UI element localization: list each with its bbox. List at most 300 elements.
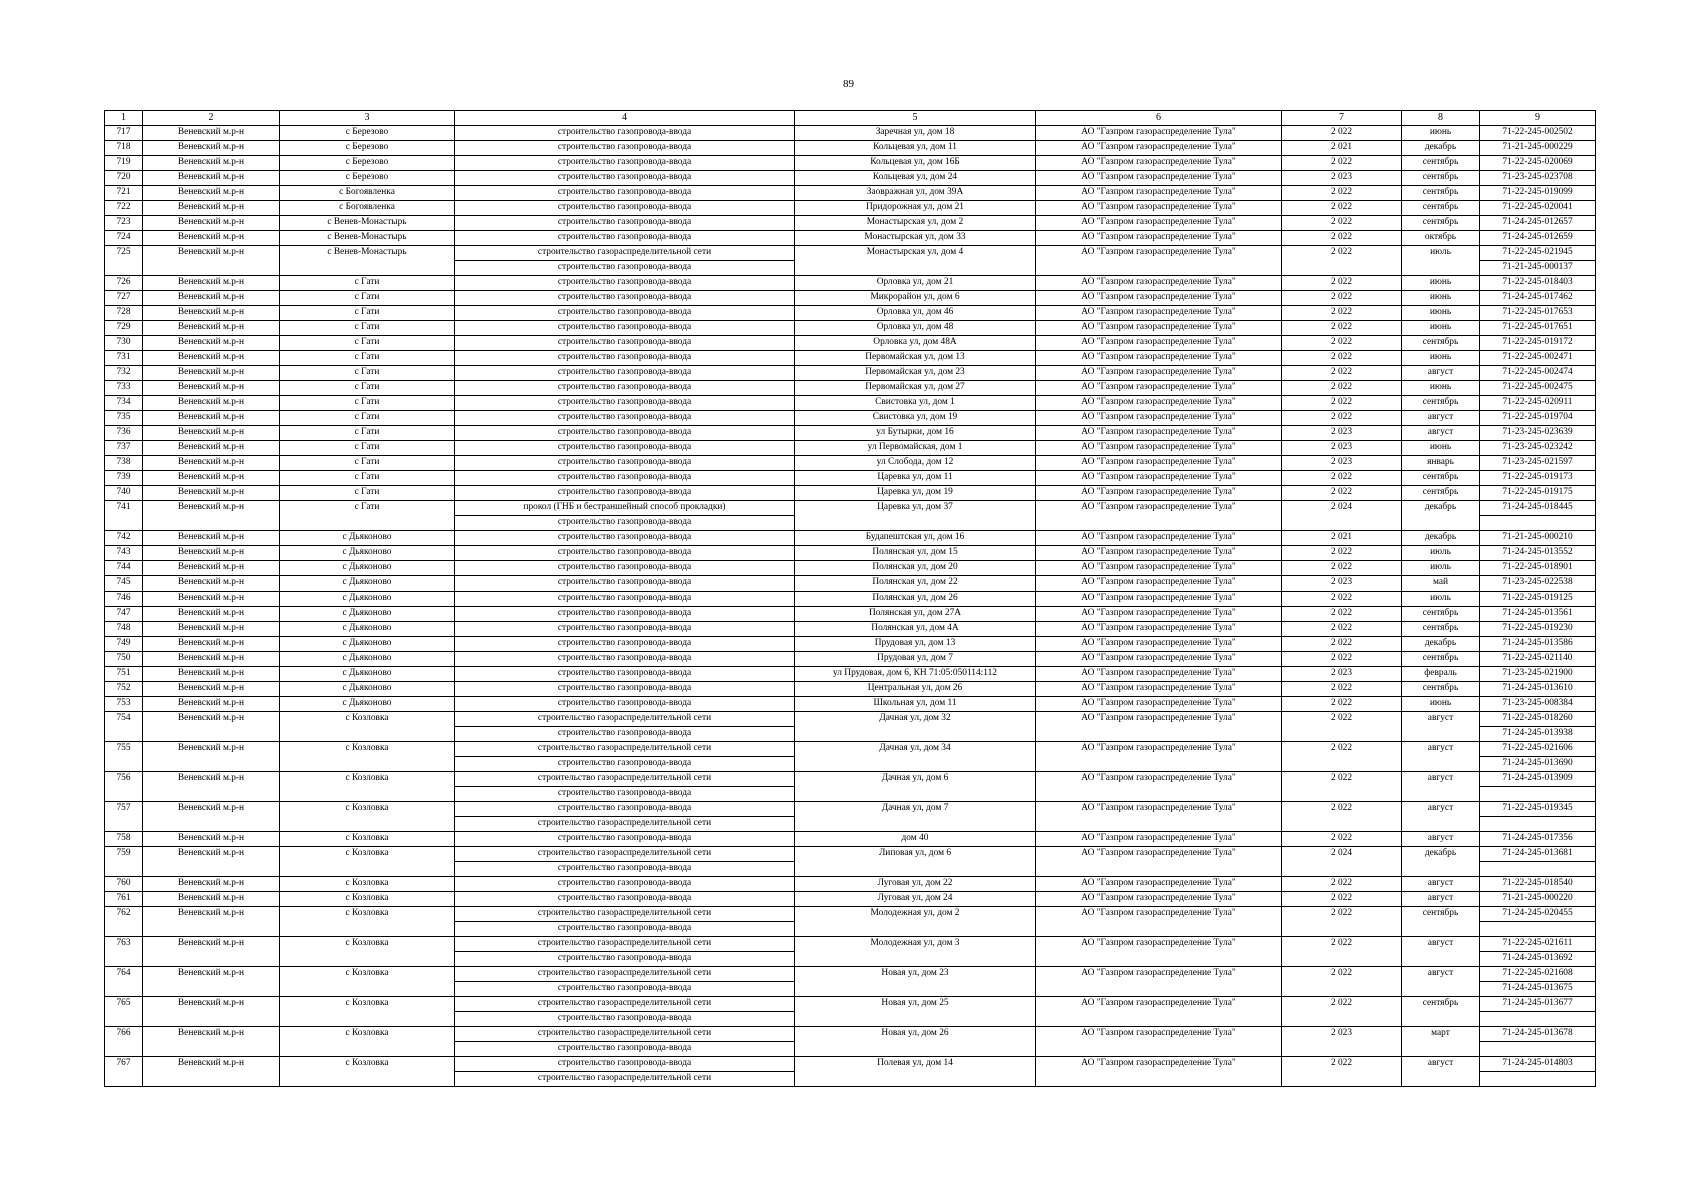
locality-cell: с Дьяконово bbox=[280, 621, 455, 636]
locality-cell bbox=[280, 1041, 455, 1056]
organization-cell bbox=[1036, 1072, 1282, 1087]
code-cell: 71-23-245-008384 bbox=[1480, 696, 1596, 711]
locality-cell bbox=[280, 1072, 455, 1087]
table-row bbox=[105, 381, 1596, 396]
district-cell: Веневский м.р-н bbox=[143, 771, 280, 786]
organization-cell: АО "Газпром газораспределение Тула" bbox=[1036, 906, 1282, 921]
organization-cell bbox=[1036, 261, 1282, 276]
table-row bbox=[105, 501, 1596, 516]
address-cell: Дачная ул, дом 7 bbox=[795, 801, 1036, 816]
work-type-cell: строительство газораспределительной сети bbox=[455, 846, 795, 861]
table-row bbox=[105, 816, 1596, 831]
district-cell bbox=[143, 861, 280, 876]
work-type-cell: строительство газопровода-ввода bbox=[455, 186, 795, 201]
year-cell: 2 022 bbox=[1282, 321, 1402, 336]
month-cell: сентябрь bbox=[1402, 216, 1480, 231]
work-type-cell: строительство газопровода-ввода bbox=[455, 381, 795, 396]
organization-cell: АО "Газпром газораспределение Тула" bbox=[1036, 936, 1282, 951]
district-cell bbox=[143, 786, 280, 801]
work-type-cell: строительство газопровода-ввода bbox=[455, 1056, 795, 1071]
locality-cell: с Козловка bbox=[280, 846, 455, 861]
table-row bbox=[105, 486, 1596, 501]
year-cell: 2 022 bbox=[1282, 186, 1402, 201]
address-cell: Свистовка ул, дом 1 bbox=[795, 396, 1036, 411]
month-cell: август bbox=[1402, 426, 1480, 441]
table-row bbox=[105, 276, 1596, 291]
code-cell: 71-22-245-021611 bbox=[1480, 936, 1596, 951]
work-type-cell: строительство газопровода-ввода bbox=[455, 786, 795, 801]
month-cell: май bbox=[1402, 576, 1480, 591]
organization-cell: АО "Газпром газораспределение Тула" bbox=[1036, 846, 1282, 861]
district-cell: Веневский м.р-н bbox=[143, 156, 280, 171]
locality-cell: с Березово bbox=[280, 156, 455, 171]
district-cell: Веневский м.р-н bbox=[143, 141, 280, 156]
district-cell: Веневский м.р-н bbox=[143, 501, 280, 516]
table-row bbox=[105, 156, 1596, 171]
district-cell: Веневский м.р-н bbox=[143, 651, 280, 666]
locality-cell: с Гати bbox=[280, 441, 455, 456]
code-cell: 71-22-245-019099 bbox=[1480, 186, 1596, 201]
month-cell: август bbox=[1402, 876, 1480, 891]
organization-cell: АО "Газпром газораспределение Тула" bbox=[1036, 486, 1282, 501]
year-cell: 2 023 bbox=[1282, 666, 1402, 681]
row-number-cell bbox=[105, 921, 143, 936]
district-cell: Веневский м.р-н bbox=[143, 291, 280, 306]
organization-cell: АО "Газпром газораспределение Тула" bbox=[1036, 636, 1282, 651]
address-cell bbox=[795, 1072, 1036, 1087]
column-header: 3 bbox=[280, 111, 455, 126]
locality-cell bbox=[280, 951, 455, 966]
locality-cell bbox=[280, 816, 455, 831]
organization-cell bbox=[1036, 861, 1282, 876]
row-number-cell: 748 bbox=[105, 621, 143, 636]
district-cell: Веневский м.р-н bbox=[143, 126, 280, 141]
table-row bbox=[105, 1072, 1596, 1087]
district-cell: Веневский м.р-н bbox=[143, 576, 280, 591]
month-cell: декабрь bbox=[1402, 141, 1480, 156]
row-number-cell: 767 bbox=[105, 1056, 143, 1071]
year-cell bbox=[1282, 921, 1402, 936]
row-number-cell: 755 bbox=[105, 741, 143, 756]
district-cell: Веневский м.р-н bbox=[143, 471, 280, 486]
work-type-cell: строительство газораспределительной сети bbox=[455, 741, 795, 756]
code-cell bbox=[1480, 1072, 1596, 1087]
year-cell: 2 022 bbox=[1282, 996, 1402, 1011]
locality-cell: с Козловка bbox=[280, 891, 455, 906]
table-row bbox=[105, 981, 1596, 996]
locality-cell: с Козловка bbox=[280, 966, 455, 981]
organization-cell: АО "Газпром газораспределение Тула" bbox=[1036, 501, 1282, 516]
organization-cell: АО "Газпром газораспределение Тула" bbox=[1036, 801, 1282, 816]
district-cell bbox=[143, 951, 280, 966]
locality-cell bbox=[280, 921, 455, 936]
table-row bbox=[105, 411, 1596, 426]
row-number-cell: 747 bbox=[105, 606, 143, 621]
month-cell: сентябрь bbox=[1402, 336, 1480, 351]
work-type-cell: строительство газопровода-ввода bbox=[455, 216, 795, 231]
organization-cell: АО "Газпром газораспределение Тула" bbox=[1036, 891, 1282, 906]
month-cell: июнь bbox=[1402, 441, 1480, 456]
organization-cell: АО "Газпром газораспределение Тула" bbox=[1036, 876, 1282, 891]
address-cell: Молодежная ул, дом 3 bbox=[795, 936, 1036, 951]
address-cell: Монастырская ул, дом 2 bbox=[795, 216, 1036, 231]
code-cell: 71-24-245-013692 bbox=[1480, 951, 1596, 966]
work-type-cell: строительство газопровода-ввода bbox=[455, 141, 795, 156]
year-cell: 2 022 bbox=[1282, 411, 1402, 426]
locality-cell: с Богоявленка bbox=[280, 186, 455, 201]
code-cell: 71-22-245-018901 bbox=[1480, 561, 1596, 576]
code-cell: 71-24-245-017356 bbox=[1480, 831, 1596, 846]
address-cell: Прудовая ул, дом 13 bbox=[795, 636, 1036, 651]
district-cell bbox=[143, 981, 280, 996]
district-cell: Веневский м.р-н bbox=[143, 801, 280, 816]
organization-cell: АО "Газпром газораспределение Тула" bbox=[1036, 246, 1282, 261]
code-cell: 71-22-245-019230 bbox=[1480, 621, 1596, 636]
district-cell: Веневский м.р-н bbox=[143, 711, 280, 726]
address-cell: Будапештская ул, дом 16 bbox=[795, 531, 1036, 546]
year-cell: 2 022 bbox=[1282, 966, 1402, 981]
table-row bbox=[105, 756, 1596, 771]
work-type-cell: строительство газопровода-ввода bbox=[455, 951, 795, 966]
address-cell: Полянская ул, дом 4А bbox=[795, 621, 1036, 636]
table-row bbox=[105, 1056, 1596, 1071]
address-cell: Царевка ул, дом 11 bbox=[795, 471, 1036, 486]
organization-cell: АО "Газпром газораспределение Тула" bbox=[1036, 126, 1282, 141]
year-cell: 2 022 bbox=[1282, 381, 1402, 396]
work-type-cell: строительство газопровода-ввода bbox=[455, 411, 795, 426]
code-cell: 71-24-245-013675 bbox=[1480, 981, 1596, 996]
row-number-cell: 727 bbox=[105, 291, 143, 306]
organization-cell: АО "Газпром газораспределение Тула" bbox=[1036, 471, 1282, 486]
year-cell: 2 022 bbox=[1282, 876, 1402, 891]
year-cell: 2 022 bbox=[1282, 771, 1402, 786]
month-cell: сентябрь bbox=[1402, 996, 1480, 1011]
code-cell: 71-24-245-017462 bbox=[1480, 291, 1596, 306]
code-cell: 71-24-245-018445 bbox=[1480, 501, 1596, 516]
locality-cell bbox=[280, 981, 455, 996]
address-cell: Новая ул, дом 25 bbox=[795, 996, 1036, 1011]
work-type-cell: строительство газопровода-ввода bbox=[455, 891, 795, 906]
address-cell: Монастырская ул, дом 33 bbox=[795, 231, 1036, 246]
address-cell: ул Первомайская, дом 1 bbox=[795, 441, 1036, 456]
code-cell: 71-24-245-013552 bbox=[1480, 546, 1596, 561]
table-row bbox=[105, 366, 1596, 381]
year-cell: 2 023 bbox=[1282, 1026, 1402, 1041]
table-row bbox=[105, 351, 1596, 366]
address-cell: ул Прудовая, дом 6, КН 71:05:050114:112 bbox=[795, 666, 1036, 681]
row-number-cell: 736 bbox=[105, 426, 143, 441]
table-row bbox=[105, 966, 1596, 981]
year-cell bbox=[1282, 516, 1402, 531]
table-row bbox=[105, 246, 1596, 261]
locality-cell: с Козловка bbox=[280, 771, 455, 786]
month-cell: июнь bbox=[1402, 381, 1480, 396]
row-number-cell: 735 bbox=[105, 411, 143, 426]
organization-cell: АО "Газпром газораспределение Тула" bbox=[1036, 321, 1282, 336]
code-cell: 71-22-245-019173 bbox=[1480, 471, 1596, 486]
row-number-cell: 740 bbox=[105, 486, 143, 501]
work-type-cell: строительство газопровода-ввода bbox=[455, 876, 795, 891]
month-cell bbox=[1402, 981, 1480, 996]
row-number-cell: 753 bbox=[105, 696, 143, 711]
month-cell bbox=[1402, 516, 1480, 531]
organization-cell: АО "Газпром газораспределение Тула" bbox=[1036, 381, 1282, 396]
row-number-cell: 757 bbox=[105, 801, 143, 816]
locality-cell: с Дьяконово bbox=[280, 681, 455, 696]
work-type-cell: строительство газопровода-ввода bbox=[455, 681, 795, 696]
locality-cell: с Козловка bbox=[280, 1056, 455, 1071]
month-cell: июнь bbox=[1402, 126, 1480, 141]
locality-cell: с Венев-Монастырь bbox=[280, 246, 455, 261]
month-cell: январь bbox=[1402, 456, 1480, 471]
organization-cell: АО "Газпром газораспределение Тула" bbox=[1036, 996, 1282, 1011]
code-cell: 71-21-245-000229 bbox=[1480, 141, 1596, 156]
code-cell: 71-22-245-018540 bbox=[1480, 876, 1596, 891]
code-cell: 71-22-245-021945 bbox=[1480, 246, 1596, 261]
work-type-cell: строительство газопровода-ввода bbox=[455, 651, 795, 666]
work-type-cell: строительство газопровода-ввода bbox=[455, 531, 795, 546]
address-cell: Липовая ул, дом 6 bbox=[795, 846, 1036, 861]
code-cell: 71-23-245-021900 bbox=[1480, 666, 1596, 681]
year-cell bbox=[1282, 786, 1402, 801]
table-row bbox=[105, 216, 1596, 231]
table-row bbox=[105, 861, 1596, 876]
code-cell: 71-24-245-013690 bbox=[1480, 756, 1596, 771]
work-type-cell: строительство газопровода-ввода bbox=[455, 696, 795, 711]
organization-cell bbox=[1036, 786, 1282, 801]
row-number-cell: 765 bbox=[105, 996, 143, 1011]
month-cell: июнь bbox=[1402, 276, 1480, 291]
work-type-cell: строительство газораспределительной сети bbox=[455, 771, 795, 786]
locality-cell: с Дьяконово bbox=[280, 666, 455, 681]
locality-cell: с Дьяконово bbox=[280, 576, 455, 591]
month-cell: сентябрь bbox=[1402, 651, 1480, 666]
month-cell: декабрь bbox=[1402, 846, 1480, 861]
table-row bbox=[105, 936, 1596, 951]
month-cell bbox=[1402, 756, 1480, 771]
address-cell bbox=[795, 951, 1036, 966]
code-cell: 71-23-245-023242 bbox=[1480, 441, 1596, 456]
organization-cell bbox=[1036, 756, 1282, 771]
locality-cell: с Козловка bbox=[280, 741, 455, 756]
code-cell bbox=[1480, 1011, 1596, 1026]
table-row bbox=[105, 261, 1596, 276]
month-cell: август bbox=[1402, 366, 1480, 381]
month-cell: июль bbox=[1402, 546, 1480, 561]
row-number-cell: 743 bbox=[105, 546, 143, 561]
table-row bbox=[105, 876, 1596, 891]
organization-cell: АО "Газпром газораспределение Тула" bbox=[1036, 711, 1282, 726]
month-cell: декабрь bbox=[1402, 501, 1480, 516]
address-cell: Первомайская ул, дом 27 bbox=[795, 381, 1036, 396]
district-cell: Веневский м.р-н bbox=[143, 891, 280, 906]
work-type-cell: строительство газопровода-ввода bbox=[455, 441, 795, 456]
table-row bbox=[105, 441, 1596, 456]
year-cell: 2 022 bbox=[1282, 681, 1402, 696]
year-cell: 2 022 bbox=[1282, 561, 1402, 576]
address-cell: Свистовка ул, дом 19 bbox=[795, 411, 1036, 426]
code-cell: 71-24-245-013610 bbox=[1480, 681, 1596, 696]
district-cell: Веневский м.р-н bbox=[143, 546, 280, 561]
month-cell: сентябрь bbox=[1402, 906, 1480, 921]
organization-cell: АО "Газпром газораспределение Тула" bbox=[1036, 741, 1282, 756]
locality-cell: с Дьяконово bbox=[280, 636, 455, 651]
organization-cell bbox=[1036, 951, 1282, 966]
work-type-cell: строительство газопровода-ввода bbox=[455, 726, 795, 741]
row-number-cell bbox=[105, 756, 143, 771]
year-cell: 2 024 bbox=[1282, 501, 1402, 516]
code-cell bbox=[1480, 921, 1596, 936]
year-cell: 2 022 bbox=[1282, 471, 1402, 486]
work-type-cell: строительство газопровода-ввода bbox=[455, 636, 795, 651]
row-number-cell: 746 bbox=[105, 591, 143, 606]
row-number-cell bbox=[105, 951, 143, 966]
organization-cell bbox=[1036, 921, 1282, 936]
address-cell: Луговая ул, дом 24 bbox=[795, 891, 1036, 906]
row-number-cell: 725 bbox=[105, 246, 143, 261]
table-body bbox=[105, 111, 1596, 1087]
year-cell: 2 023 bbox=[1282, 456, 1402, 471]
code-cell: 71-22-245-002471 bbox=[1480, 351, 1596, 366]
row-number-cell bbox=[105, 726, 143, 741]
address-cell: Заречная ул, дом 18 bbox=[795, 126, 1036, 141]
table-row bbox=[105, 396, 1596, 411]
code-cell: 71-24-245-013586 bbox=[1480, 636, 1596, 651]
work-type-cell: строительство газопровода-ввода bbox=[455, 201, 795, 216]
month-cell: август bbox=[1402, 801, 1480, 816]
work-type-cell: строительство газораспределительной сети bbox=[455, 816, 795, 831]
address-cell: Школьная ул, дом 11 bbox=[795, 696, 1036, 711]
work-type-cell: строительство газопровода-ввода bbox=[455, 336, 795, 351]
table-row bbox=[105, 891, 1596, 906]
table-row bbox=[105, 561, 1596, 576]
organization-cell: АО "Газпром газораспределение Тула" bbox=[1036, 186, 1282, 201]
work-type-cell: строительство газораспределительной сети bbox=[455, 1026, 795, 1041]
work-type-cell: строительство газопровода-ввода bbox=[455, 291, 795, 306]
address-cell bbox=[795, 1041, 1036, 1056]
work-type-cell: строительство газопровода-ввода bbox=[455, 1011, 795, 1026]
row-number-cell: 749 bbox=[105, 636, 143, 651]
code-cell: 71-22-245-018260 bbox=[1480, 711, 1596, 726]
district-cell: Веневский м.р-н bbox=[143, 561, 280, 576]
year-cell: 2 021 bbox=[1282, 531, 1402, 546]
code-cell: 71-22-245-017651 bbox=[1480, 321, 1596, 336]
year-cell: 2 022 bbox=[1282, 696, 1402, 711]
district-cell: Веневский м.р-н bbox=[143, 1026, 280, 1041]
code-cell bbox=[1480, 861, 1596, 876]
district-cell bbox=[143, 1011, 280, 1026]
row-number-cell bbox=[105, 1041, 143, 1056]
work-type-cell: строительство газопровода-ввода bbox=[455, 576, 795, 591]
table-row bbox=[105, 291, 1596, 306]
code-cell: 71-22-245-019345 bbox=[1480, 801, 1596, 816]
organization-cell bbox=[1036, 816, 1282, 831]
address-cell: Полянская ул, дом 27А bbox=[795, 606, 1036, 621]
code-cell: 71-21-245-000210 bbox=[1480, 531, 1596, 546]
table-row bbox=[105, 141, 1596, 156]
table-row bbox=[105, 126, 1596, 141]
locality-cell: с Дьяконово bbox=[280, 606, 455, 621]
month-cell: август bbox=[1402, 711, 1480, 726]
locality-cell: с Дьяконово bbox=[280, 546, 455, 561]
organization-cell: АО "Газпром газораспределение Тула" bbox=[1036, 456, 1282, 471]
row-number-cell bbox=[105, 261, 143, 276]
organization-cell: АО "Газпром газораспределение Тула" bbox=[1036, 576, 1282, 591]
district-cell: Веневский м.р-н bbox=[143, 741, 280, 756]
district-cell bbox=[143, 1072, 280, 1087]
code-cell bbox=[1480, 516, 1596, 531]
table-row bbox=[105, 591, 1596, 606]
year-cell: 2 022 bbox=[1282, 711, 1402, 726]
address-cell: Дачная ул, дом 6 bbox=[795, 771, 1036, 786]
row-number-cell bbox=[105, 1011, 143, 1026]
row-number-cell: 731 bbox=[105, 351, 143, 366]
organization-cell: АО "Газпром газораспределение Тула" bbox=[1036, 366, 1282, 381]
address-cell: Молодежная ул, дом 2 bbox=[795, 906, 1036, 921]
district-cell: Веневский м.р-н bbox=[143, 846, 280, 861]
address-cell: Орловка ул, дом 46 bbox=[795, 306, 1036, 321]
column-header: 5 bbox=[795, 111, 1036, 126]
column-header: 6 bbox=[1036, 111, 1282, 126]
district-cell bbox=[143, 756, 280, 771]
locality-cell: с Дьяконово bbox=[280, 696, 455, 711]
row-number-cell: 764 bbox=[105, 966, 143, 981]
district-cell: Веневский м.р-н bbox=[143, 906, 280, 921]
locality-cell: с Венев-Монастырь bbox=[280, 231, 455, 246]
locality-cell: с Дьяконово bbox=[280, 561, 455, 576]
organization-cell: АО "Газпром газораспределение Тула" bbox=[1036, 651, 1282, 666]
month-cell: декабрь bbox=[1402, 636, 1480, 651]
month-cell: июнь bbox=[1402, 291, 1480, 306]
address-cell: Монастырская ул, дом 4 bbox=[795, 246, 1036, 261]
year-cell: 2 022 bbox=[1282, 126, 1402, 141]
organization-cell bbox=[1036, 981, 1282, 996]
year-cell: 2 022 bbox=[1282, 621, 1402, 636]
row-number-cell: 742 bbox=[105, 531, 143, 546]
column-header: 7 bbox=[1282, 111, 1402, 126]
address-cell bbox=[795, 1011, 1036, 1026]
work-type-cell: строительство газопровода-ввода bbox=[455, 516, 795, 531]
row-number-cell: 738 bbox=[105, 456, 143, 471]
organization-cell bbox=[1036, 1041, 1282, 1056]
row-number-cell: 744 bbox=[105, 561, 143, 576]
row-number-cell: 741 bbox=[105, 501, 143, 516]
organization-cell: АО "Газпром газораспределение Тула" bbox=[1036, 201, 1282, 216]
locality-cell: с Березово bbox=[280, 171, 455, 186]
district-cell: Веневский м.р-н bbox=[143, 171, 280, 186]
address-cell: Царевка ул, дом 19 bbox=[795, 486, 1036, 501]
year-cell: 2 022 bbox=[1282, 891, 1402, 906]
code-cell: 71-21-245-000220 bbox=[1480, 891, 1596, 906]
month-cell: сентябрь bbox=[1402, 156, 1480, 171]
address-cell: ул Бутырки, дом 16 bbox=[795, 426, 1036, 441]
month-cell: сентябрь bbox=[1402, 201, 1480, 216]
locality-cell: с Гати bbox=[280, 426, 455, 441]
row-number-cell bbox=[105, 816, 143, 831]
month-cell: июль bbox=[1402, 561, 1480, 576]
locality-cell bbox=[280, 861, 455, 876]
work-type-cell: строительство газораспределительной сети bbox=[455, 1072, 795, 1087]
district-cell: Веневский м.р-н bbox=[143, 381, 280, 396]
year-cell: 2 022 bbox=[1282, 156, 1402, 171]
district-cell: Веневский м.р-н bbox=[143, 321, 280, 336]
district-cell: Веневский м.р-н bbox=[143, 306, 280, 321]
month-cell: июнь bbox=[1402, 351, 1480, 366]
work-type-cell: строительство газораспределительной сети bbox=[455, 711, 795, 726]
locality-cell: с Дьяконово bbox=[280, 651, 455, 666]
address-cell: Микрорайон ул, дом 6 bbox=[795, 291, 1036, 306]
address-cell bbox=[795, 981, 1036, 996]
